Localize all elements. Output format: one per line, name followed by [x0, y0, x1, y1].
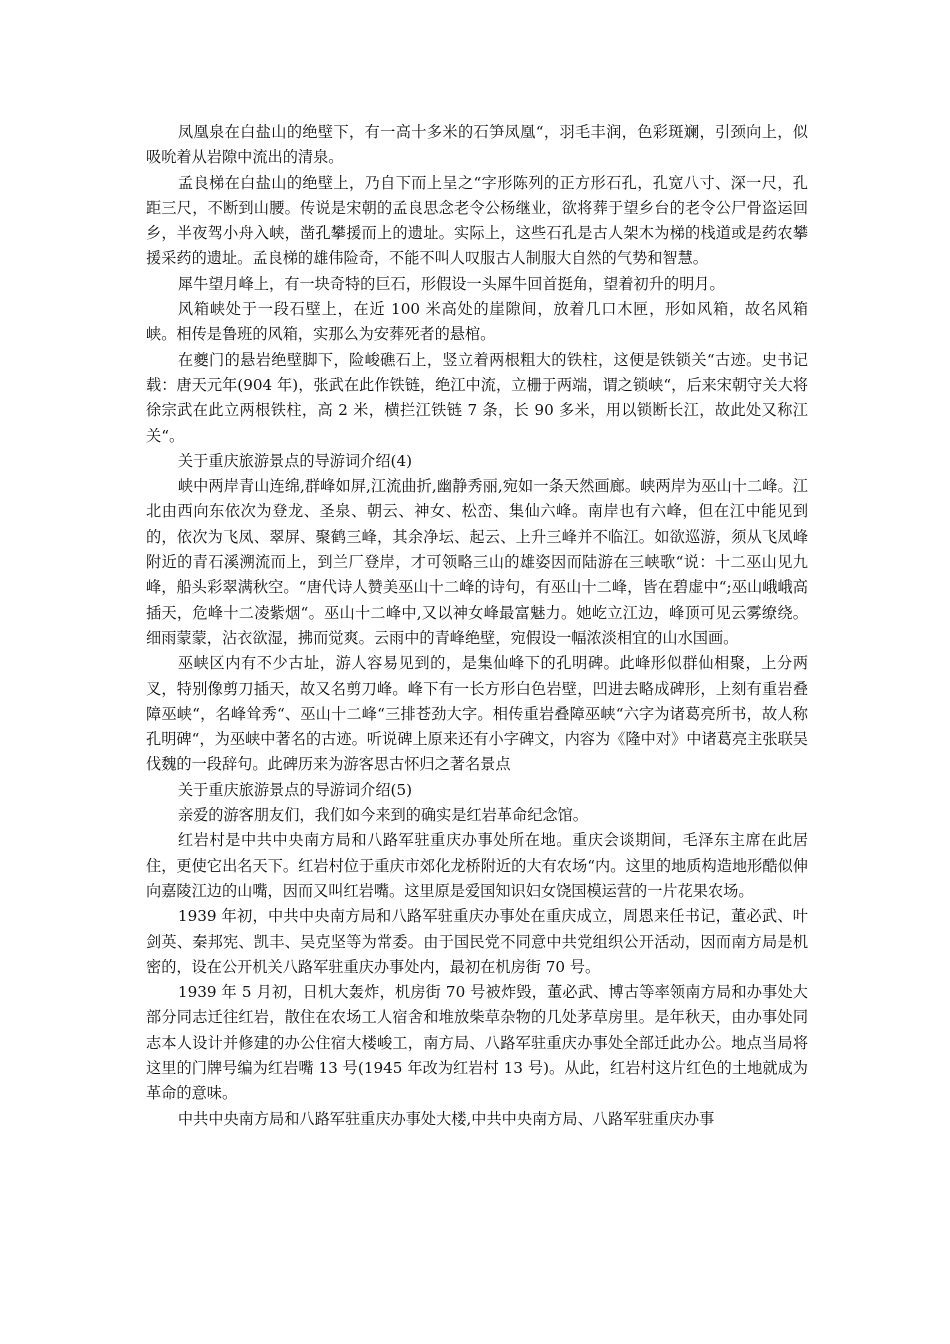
paragraph-mengliang-ladder: 孟良梯在白盐山的绝壁上，乃自下而上呈之“字形陈列的正方形石孔，孔宽八寸、深一尺，孔距三尺，不断到山腰。传说是宋朝的孟良思念老令公杨继业，欲将葬于望乡台的老令公尸骨盗运回乡，半夜驾小舟入峡，凿孔攀援而上的遗址。实际上，这些石孔是古人架木为梯的栈道或是药农攀援采药的遗址。孟良梯的雄伟险奇，不能不叫人叹服古人制服大自然的气势和智慧。 — [146, 173, 808, 268]
document-body — [146, 120, 808, 1132]
paragraph-rhino-moon-peak: 犀牛望月峰上，有一块奇特的巨石，形假设一头犀牛回首挺角，望着初升的明月。 — [177, 274, 725, 293]
paragraph-bellows-gorge: 风箱峡处于一段石壁上，在近 100 米高处的崖隙间，放着几口木匣，形如风箱，故名风箱峡。相传是鲁班的风箱，实那么为安葬死者的悬棺。 — [146, 300, 808, 344]
section-heading-5: 关于重庆旅游景点的导游词介绍(5) — [177, 780, 413, 799]
paragraph-wushan-twelve-peaks: 峡中两岸青山连绵,群峰如屏,江流曲折,幽静秀丽,宛如一条天然画廊。峡两岸为巫山十二峰。江北由西向东依次为登龙、圣泉、朝云、神女、松峦、集仙六峰。南岸也有六峰，但在江中能见到的，依次为飞凤、翠屏、聚鹤三峰，其余净坛、起云、上升三峰并不临江。如欲巡游，须从飞凤峰附近的青石溪溯流而上，到兰厂登岸，才可领略三山的雄姿因而陆游在三峡歌“说：十二巫山见九峰，船头彩翠满秋空。“唐代诗人赞美巫山十二峰的诗句，有巫山十二峰，皆在碧虚中“;巫山峨峨高插天，危峰十二凌紫烟“。巫山十二峰中,又以神女峰最富魅力。她屹立江边，峰顶可见云雾缭绕。细雨蒙蒙，沾衣欲湿，拂而觉爽。云雨中的青峰绝壁，宛假设一幅浓淡相宜的山水国画。 — [146, 477, 808, 647]
paragraph-hongyan-village: 红岩村是中共中央南方局和八路军驻重庆办事处所在地。重庆会谈期间，毛泽东主席在此居住，更使它出名天下。红岩村位于重庆市郊化龙桥附近的大有农场“内。这里的地质构造地形酷似伸向嘉陵江边的山嘴，因而又叫红岩嘴。这里原是爱国知识妇女饶国模运营的一片花果农场。 — [146, 831, 808, 900]
paragraph-1939-early: 1939 年初，中共中央南方局和八路军驻重庆办事处在重庆成立，周恩来任书记，董必武、叶剑英、秦邦宪、凯丰、吴克坚等为常委。由于国民党不同意中共党组织公开活动，因而南方局是机密的，设在公开机关八路军驻重庆办事处内，最初在机房街 70 号。 — [146, 907, 808, 976]
paragraph-hongyan-intro: 亲爱的游客朋友们，我们如今来到的确实是红岩革命纪念馆。 — [177, 806, 588, 825]
paragraph-phoenix-spring: 凤凰泉在白盐山的绝壁下，有一高十多米的石笋凤凰“，羽毛丰润，色彩斑斓，引颈向上，似吸吮着从岩隙中流出的清泉。 — [146, 123, 808, 167]
paragraph-1939-may: 1939 年 5 月初，日机大轰炸，机房街 70 号被炸毁，董必武、博古等率领南方局和办事处大部分同志迁往红岩，散住在农场工人宿舍和堆放柴草杂物的几处茅草房里。是年秋天，由办事处同志本人设计并修建的办公住宿大楼峻工，南方局、八路军驻重庆办事处全部迁此办公。地点当局将这里的门牌号编为红岩嘴 13 号(1945 年改为红岩村 13 号)。从此，红岩村这片红色的土地就成为革命的意味。 — [146, 983, 808, 1103]
paragraph-iron-lock-pass: 在夔门的悬岩绝壁脚下，险峻礁石上，竖立着两根粗大的铁柱，这便是铁锁关“古迹。史书记载：唐天元年(904 年)，张武在此作铁链，绝江中流，立栅于两端，谓之锁峡“，后来宋朝守关大将徐宗武在此立两根铁柱，高 2 米，横拦江铁链 7 条，长 90 多米，用以锁断长江，故此处又称江关“。 — [146, 350, 808, 445]
section-heading-4: 关于重庆旅游景点的导游词介绍(4) — [177, 451, 413, 470]
paragraph-office-building: 中共中央南方局和八路军驻重庆办事处大楼,中共中央南方局、八路军驻重庆办事 — [177, 1109, 715, 1128]
paragraph-kongming-stele: 巫峡区内有不少古址，游人容易见到的，是集仙峰下的孔明碑。此峰形似群仙相聚，上分两叉，特别像剪刀插天，故又名剪刀峰。峰下有一长方形白色岩壁，凹进去略成碑形，上刻有重岩叠障巫峡“，名峰耸秀“、巫山十二峰“三排苍劲大字。相传重岩叠障巫峡“六字为诸葛亮所书，故人称孔明碑“，为巫峡中著名的古迹。听说碑上原来还有小字碑文，内容为《隆中对》中诸葛亮主张联吴伐魏的一段辞句。此碑历来为游客思古怀归之著名景点 — [146, 654, 808, 774]
